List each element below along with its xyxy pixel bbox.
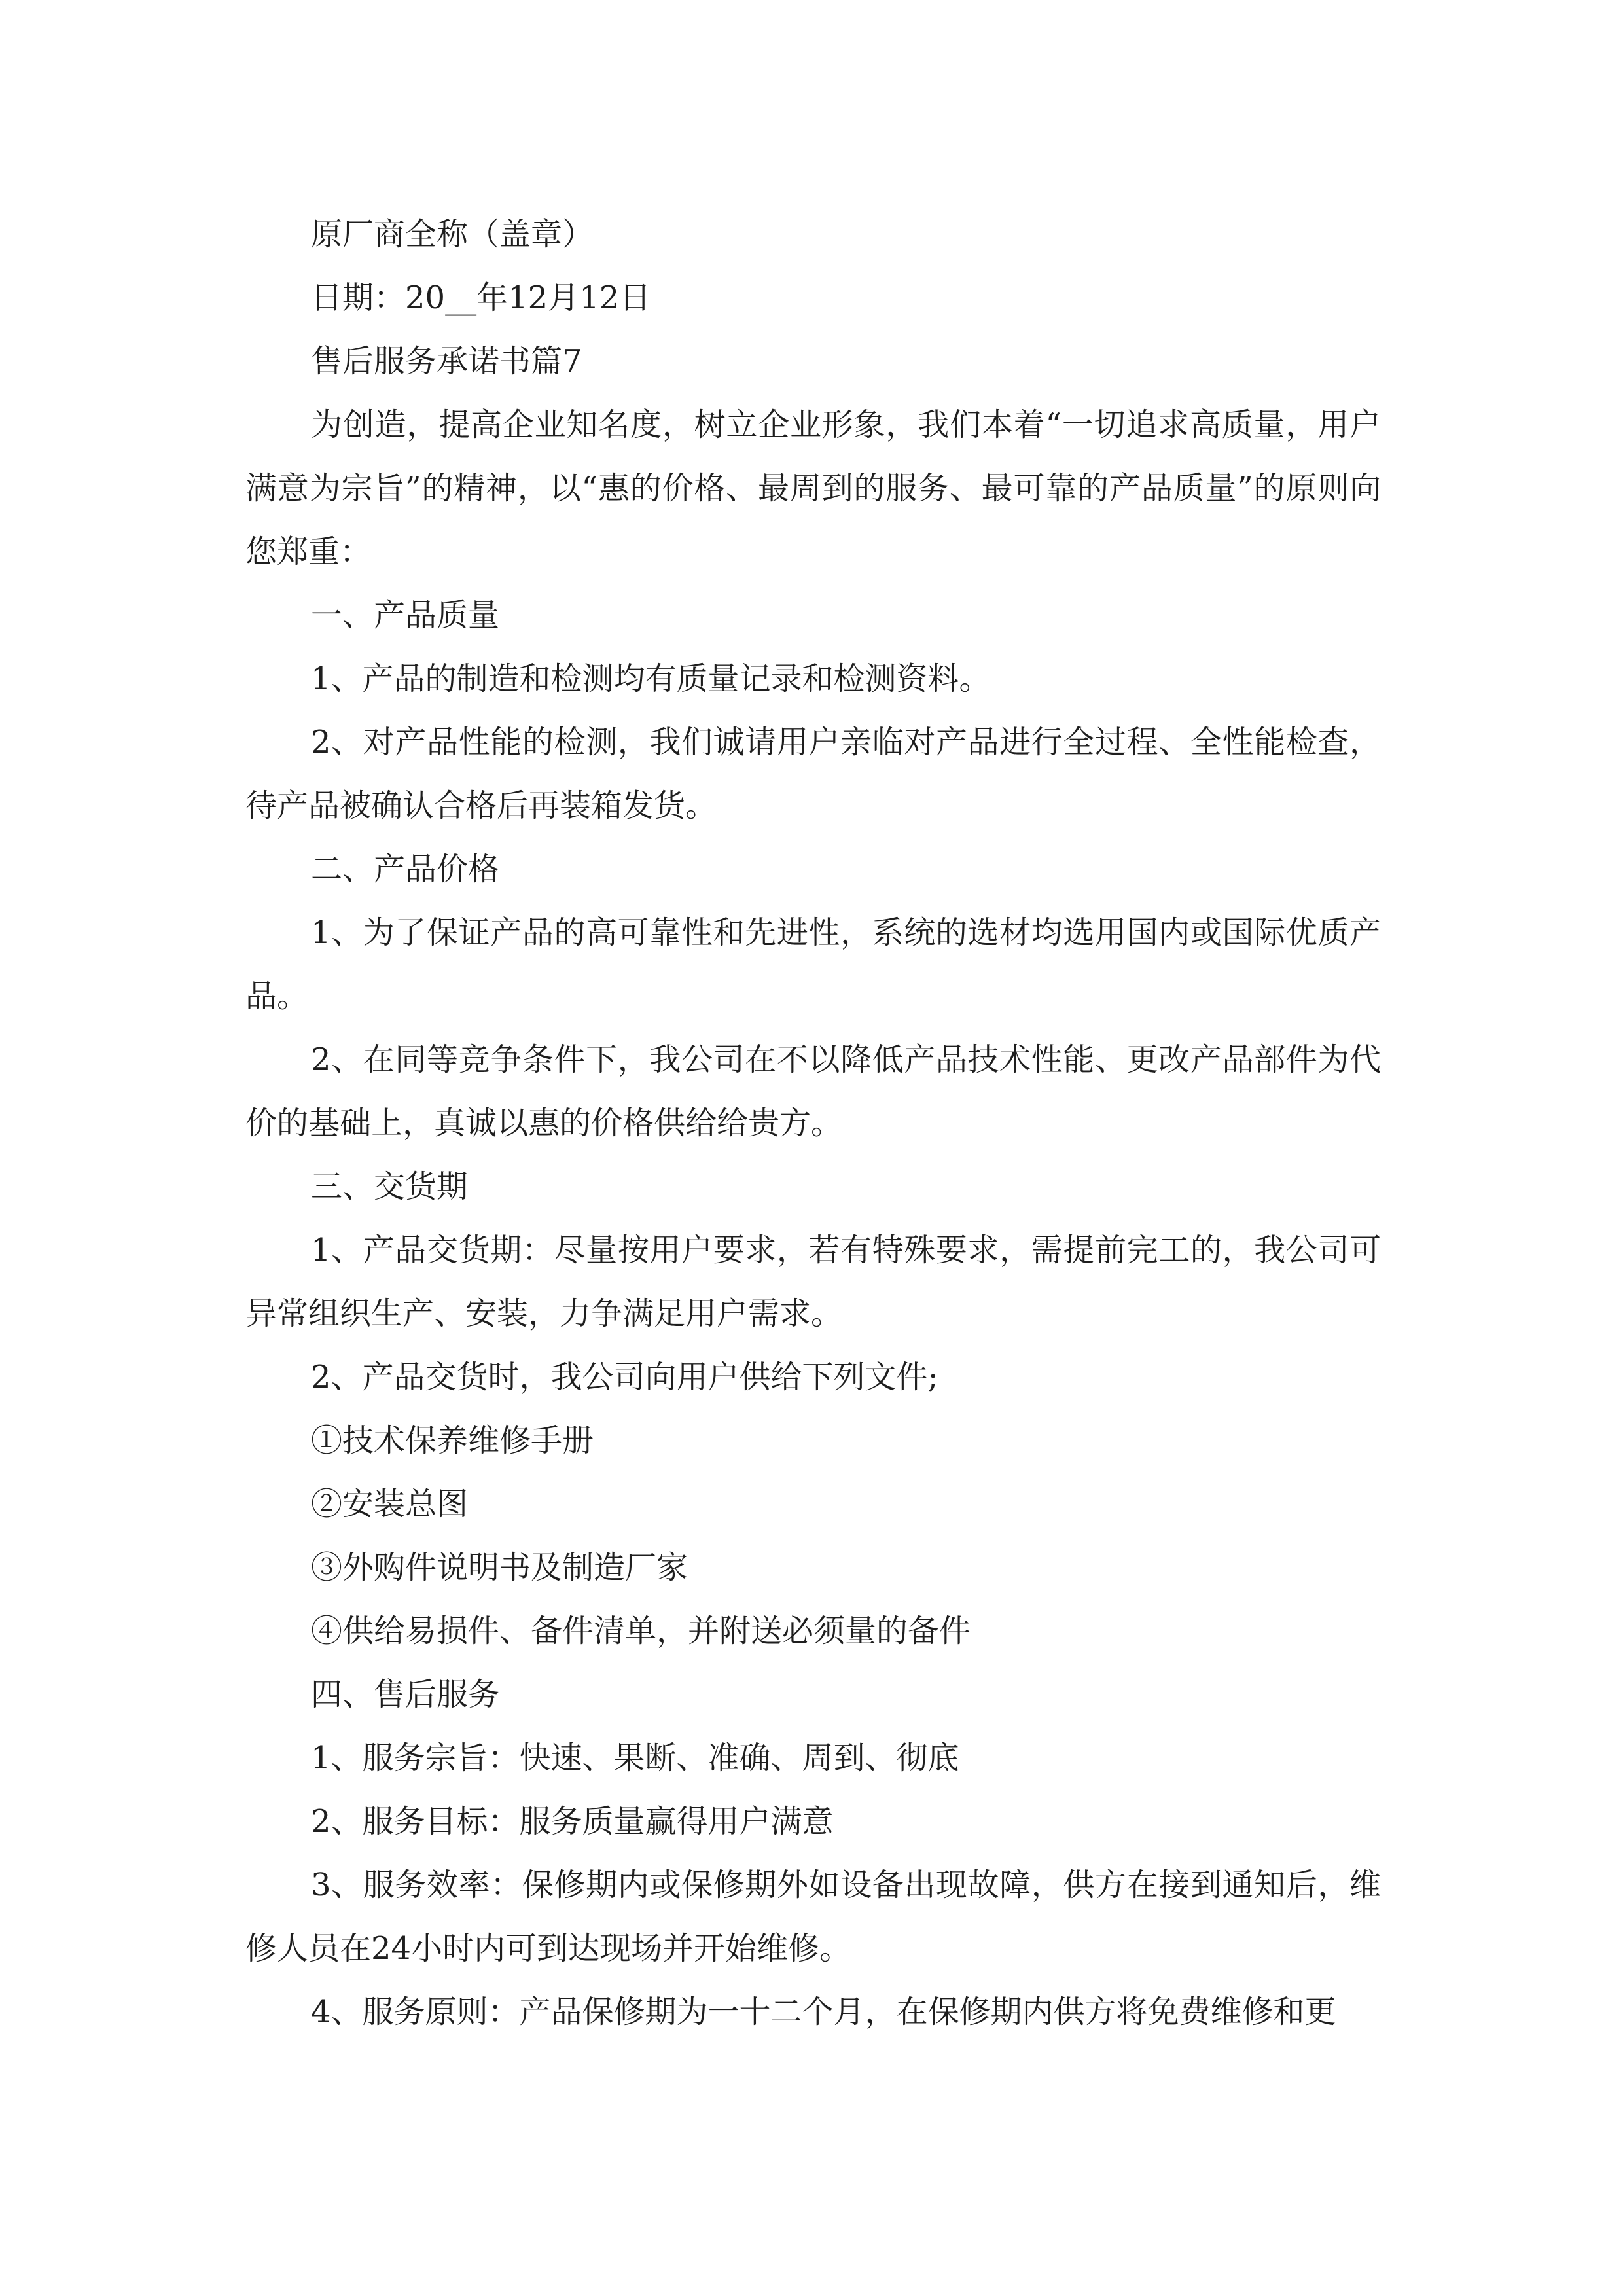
- paragraph-p20: 2、服务目标：服务质量赢得用户满意: [311, 1803, 834, 1840]
- paragraph-p4: 为创造，提高企业知名度，树立企业形象，我们本着“一切追求高质量，用户满意为宗旨”的精神，以“惠的价格、最周到的服务、最可靠的产品质量”的原则向您郑重：: [245, 406, 1381, 570]
- paragraph-p6: 1、产品的制造和检测均有质量记录和检测资料。: [311, 660, 991, 697]
- paragraph-p14: ①技术保养维修手册: [311, 1422, 594, 1459]
- paragraph-p17: ④供给易损件、备件清单，并附送必须量的备件: [311, 1613, 971, 1649]
- document-body: [245, 203, 1381, 2044]
- paragraph-p8: 二、产品价格: [311, 851, 500, 888]
- paragraph-p12: 1、产品交货期：尽量按用户要求，若有特殊要求，需提前完工的，我公司可异常组织生产、安装，力争满足用户需求。: [245, 1232, 1381, 1332]
- paragraph-p19: 1、服务宗旨：快速、果断、准确、周到、彻底: [311, 1740, 959, 1776]
- paragraph-p7: 2、对产品性能的检测，我们诚请用户亲临对产品进行全过程、全性能检查，待产品被确认合格后再装箱发货。: [245, 724, 1381, 824]
- paragraph-p9: 1、为了保证产品的高可靠性和先进性，系统的选材均选用国内或国际优质产品。: [245, 914, 1381, 1014]
- paragraph-p11: 三、交货期: [311, 1168, 469, 1205]
- paragraph-p15: ②安装总图: [311, 1486, 469, 1522]
- paragraph-p2: 日期：20__年12月12日: [311, 279, 651, 316]
- paragraph-p22: 4、服务原则：产品保修期为一十二个月，在保修期内供方将免费维修和更: [311, 1994, 1336, 2030]
- paragraph-p18: 四、售后服务: [311, 1676, 500, 1713]
- paragraph-p10: 2、在同等竞争条件下，我公司在不以降低产品技术性能、更改产品部件为代价的基础上，真诚以惠的价格供给给贵方。: [245, 1041, 1381, 1141]
- paragraph-p1: 原厂商全称（盖章）: [311, 216, 594, 253]
- paragraph-p3: 售后服务承诺书篇7: [311, 343, 582, 380]
- paragraph-p13: 2、产品交货时，我公司向用户供给下列文件;: [311, 1359, 938, 1395]
- paragraph-p5: 一、产品质量: [311, 597, 500, 634]
- paragraph-p16: ③外购件说明书及制造厂家: [311, 1549, 688, 1586]
- paragraph-p21: 3、服务效率：保修期内或保修期外如设备出现故障，供方在接到通知后，维修人员在24小时内可到达现场并开始维修。: [245, 1867, 1381, 1967]
